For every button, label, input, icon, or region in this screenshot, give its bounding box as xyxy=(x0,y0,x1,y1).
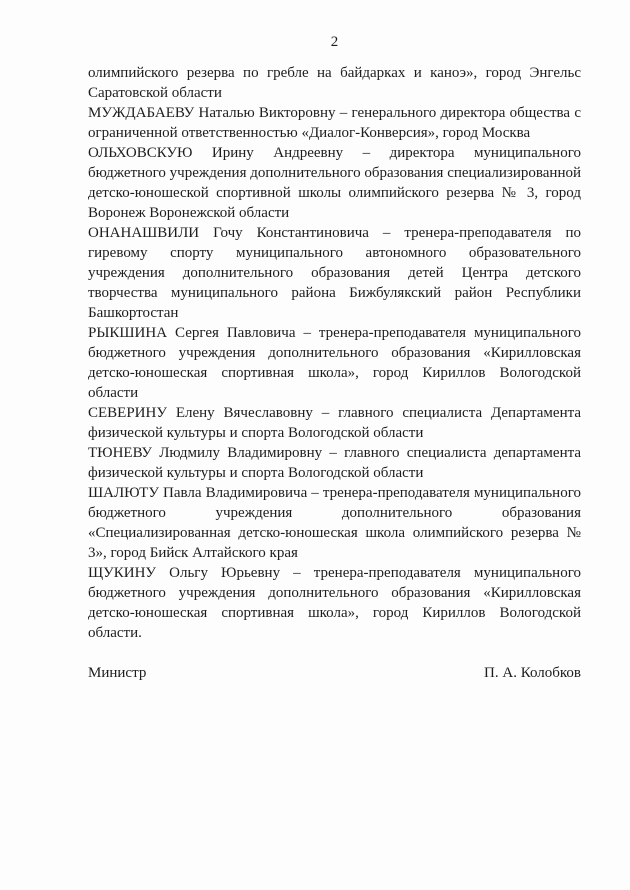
signature-block xyxy=(88,663,581,683)
paragraph-list xyxy=(88,63,581,643)
page-number: 2 xyxy=(330,34,339,50)
paragraph: МУЖДАБАЕВУ Наталью Викторовну – генерального директора общества с ограниченной ответственностью «Диалог-Конверсия», город Москва xyxy=(88,105,581,141)
paragraph: ЩУКИНУ Ольгу Юрьевну – тренера-преподавателя муниципального бюджетного учреждения дополнительного образования «Кирилловская детско-юношеская спортивная школа», город Кириллов Вологодской области. xyxy=(88,565,581,641)
paragraph: ОЛЬХОВСКУЮ Ирину Андреевну – директора муниципального бюджетного учреждения дополнительного образования специализированной детско-юношеской спортивной школы олимпийского резерва № 3, город Воронеж Воронежской области xyxy=(88,145,581,221)
paragraph: ОНАНАШВИЛИ Гочу Константиновича – тренера-преподавателя по гиревому спорту муниципального автономного образовательного учреждения дополнительного образования детей Центра детского творчества муниципального района Бижбулякский район Республики Башкортостан xyxy=(88,225,581,321)
signature-role: Министр xyxy=(88,665,147,681)
document-body xyxy=(88,63,581,683)
paragraph: ТЮНЕВУ Людмилу Владимировну – главного специалиста департамента физической культуры и спорта Вологодской области xyxy=(88,445,581,481)
paragraph: олимпийского резерва по гребле на байдарках и каноэ», город Энгельс Саратовской области xyxy=(88,65,581,101)
paragraph: СЕВЕРИНУ Елену Вячеславовну – главного специалиста Департамента физической культуры и спорта Вологодской области xyxy=(88,405,581,441)
paragraph: РЫКШИНА Сергея Павловича – тренера-преподавателя муниципального бюджетного учреждения дополнительного образования «Кирилловская детско-юношеская спортивная школа», город Кириллов Вологодской области xyxy=(88,325,581,401)
signature-name: П. А. Колобков xyxy=(484,665,581,681)
paragraph: ШАЛЮТУ Павла Владимировича – тренера-преподавателя муниципального бюджетного учреждения дополнительного образования «Специализированная детско-юношеская школа олимпийского резерва № 3», город Бийск Алтайского края xyxy=(88,485,581,561)
